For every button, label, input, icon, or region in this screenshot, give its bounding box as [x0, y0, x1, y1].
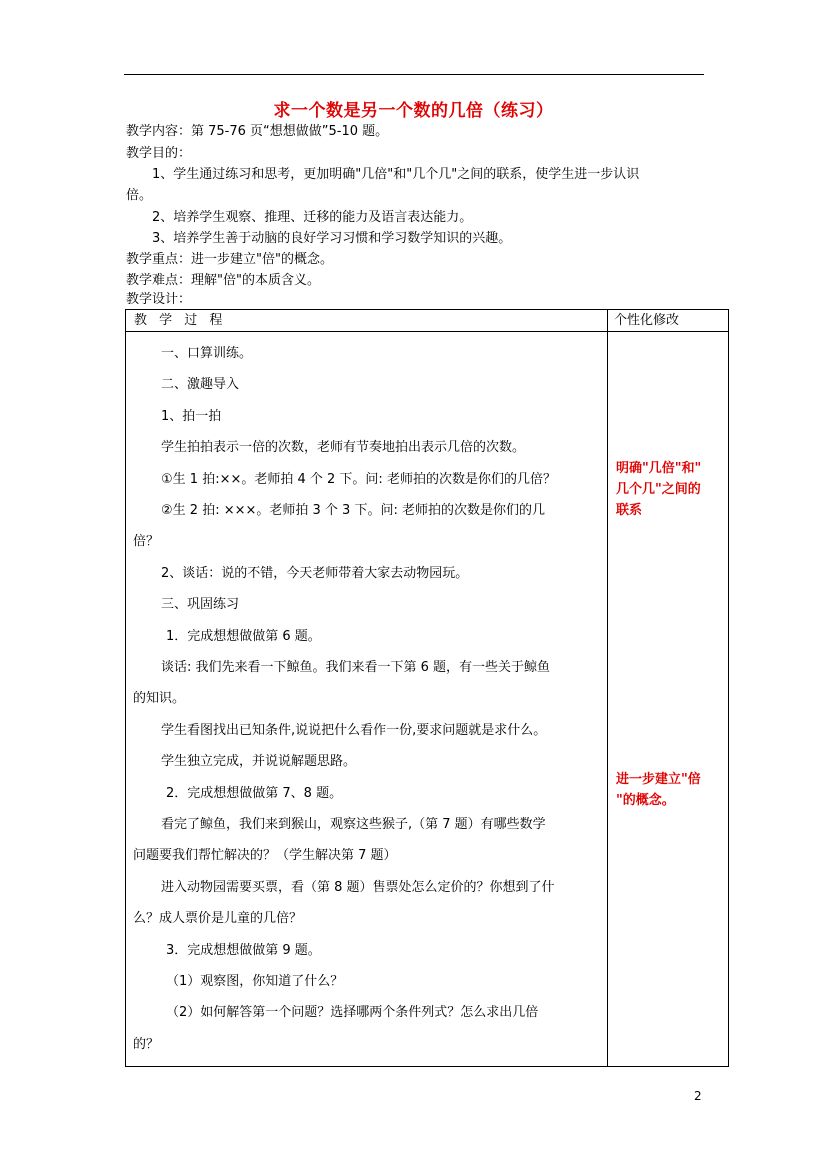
process-line: 2、谈话：说的不错，今天老师带着大家去动物园玩。 [161, 566, 469, 581]
purpose-1: 1、学生通过练习和思考，更加明确"几倍"和"几个几"之间的联系，使学生进一步认识 [152, 167, 640, 182]
revision-note-1: 明确"几倍"和" 几个几"之间的 联系 [616, 461, 702, 518]
teaching-design-label: 教学设计： [126, 292, 192, 307]
process-line: 1、拍一拍 [161, 409, 222, 424]
process-line: 学生拍拍表示一倍的次数，老师有节奏地拍出表示几倍的次数。 [161, 440, 526, 455]
teaching-content: 教学内容：第 75-76 页“想想做做”5-10 题。 [126, 124, 389, 139]
teaching-purpose-label: 教学目的： [126, 146, 192, 161]
revision-header: 个性化修改 [608, 310, 729, 332]
process-line: ①生 1 拍:××。老师拍 4 个 2 下。问: 老师拍的次数是你们的几倍？ [161, 472, 556, 487]
process-line: 么？成人票价是儿童的几倍？ [133, 911, 303, 926]
process-header: 教 学 过 程 [126, 310, 608, 332]
process-line: 学生看图找出已知条件,说说把什么看作一份,要求问题就是求什么。 [161, 723, 547, 738]
process-line: 三、巩固练习 [161, 597, 240, 612]
process-line: 1．完成想想做做第 6 题。 [166, 629, 321, 644]
teaching-focus: 教学重点：进一步建立"倍"的概念。 [126, 252, 333, 267]
process-line: 学生独立完成，并说说解题思路。 [161, 754, 357, 769]
purpose-2: 2、培养学生观察、推理、迁移的能力及语言表达能力。 [152, 210, 473, 225]
process-line: 3．完成想想做做第 9 题。 [166, 943, 321, 958]
purpose-1-cont: 倍。 [126, 188, 153, 203]
teaching-difficulty: 教学难点：理解"倍"的本质含义。 [126, 273, 320, 288]
revision-note-2: 进一步建立"倍 "的概念。 [616, 772, 701, 808]
process-line: （2）如何解答第一个问题？选择哪两个条件列式？怎么求出几倍 [166, 1005, 539, 1020]
lesson-table [125, 309, 729, 1067]
process-cell [126, 332, 608, 1067]
process-line: 进入动物园需要买票，看（第 8 题）售票处怎么定价的？你想到了什 [161, 880, 555, 895]
purpose-3: 3、培养学生善于动脑的良好学习习惯和学习数学知识的兴趣。 [152, 231, 512, 246]
process-line: 的知识。 [133, 691, 186, 706]
process-line: 谈话: 我们先来看一下鲸鱼。我们来看一下第 6 题，有一些关于鲸鱼 [161, 660, 551, 675]
header-rule [124, 74, 704, 75]
process-line: 倍？ [133, 534, 160, 549]
page-number: 2 [694, 1089, 702, 1103]
process-line: 的？ [133, 1037, 160, 1052]
process-line: ②生 2 拍: ×××。老师拍 3 个 3 下。问: 老师拍的次数是你们的几 [161, 503, 545, 518]
process-line: 一、口算训练。 [161, 346, 253, 361]
process-line: （1）观察图，你知道了什么？ [166, 974, 344, 989]
process-line: 问题要我们帮忙解决的？（学生解决第 7 题） [133, 848, 397, 863]
process-line: 二、激趣导入 [161, 377, 240, 392]
revision-cell [608, 332, 729, 1067]
process-line: 2．完成想想做做第 7、8 题。 [166, 786, 343, 801]
process-line: 看完了鲸鱼，我们来到猴山，观察这些猴子,（第 7 题）有哪些数学 [161, 817, 546, 832]
document-title: 求一个数是另一个数的几倍（练习） [273, 101, 554, 121]
